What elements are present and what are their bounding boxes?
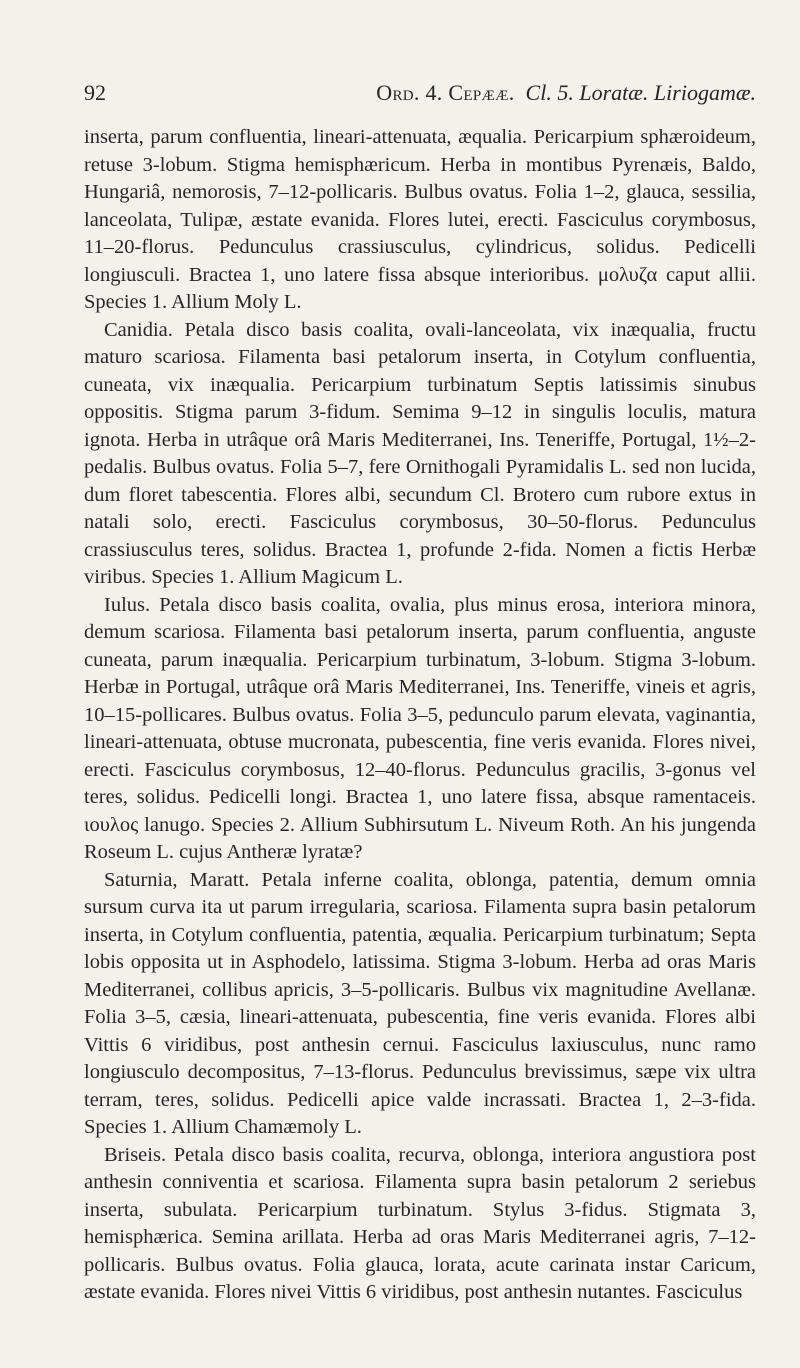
paragraph-saturnia: Saturnia, Maratt. Petala inferne coalita, oblonga, patentia, demum omnia sursum curva ita ut parum irregularia, scariosa. Filamenta supra basin petalorum inserta, in Cotylum confluentia, patentia, æqualia. Pericarpium turbinatum; Septa lobis opposita ut in Asphodelo, latissima. Stigma 3-lobum. Herba ad oras Maris Mediterranei, collibus apricis, 3–5-pollicaris. Bulbus vix magnitudine Avellanæ. Folia 3–5, cæsia, lineari-attenuata, pubescentia, fine veris evanida. Flores albi Vittis 6 viridibus, post anthesin cernui. Fasciculus laxiusculus, nunc ramo longiusculo decompositus, 7–13-florus. Pedunculus brevissimus, sæpe vix ultra terram, teres, solidus. Pedicelli apice valde incrassati. Bractea 1, 2–3-fida. Species 1. Allium Chamæmoly L. [84, 868, 756, 1138]
body-text [84, 124, 756, 1307]
paragraph-canidia: Canidia. Petala disco basis coalita, ovali-lanceolata, vix inæqualia, fructu maturo scariosa. Filamenta basi petalorum inserta, in Cotylum confluentia, cuneata, vix inæqualia. Pericarpium turbinatum Septis latissimis sinubus oppositis. Stigma parum 3-fidum. Semima 9–12 in singulis loculis, matura ignota. Herba in utrâque orâ Maris Mediterranei, Ins. Teneriffe, Portugal, 1½–2-pedalis. Bulbus ovatus. Folia 5–7, fere Ornithogali Pyramidalis L. sed non lucida, dum floret tabescentia. Flores albi, secundum Cl. Brotero cum rubore extus in natali solo, erecti. Fasciculus corymbosus, 30–50-florus. Pedunculus crassiusculus teres, solidus. Bractea 1, profunde 2-fida. Nomen a fictis Herbæ viribus. Species 1. Allium Magicum L. [84, 318, 756, 588]
paragraph-moly: inserta, parum confluentia, lineari-attenuata, æqualia. Pericarpium sphæroideum, retuse 3-lobum. Stigma hemisphæricum. Herba in montibus Pyrenæis, Baldo, Hungariâ, nemorosis, 7–12-pollicaris. Bulbus ovatus. Folia 1–2, glauca, sessilia, lanceolata, Tulipæ, æstate evanida. Flores lutei, erecti. Fasciculus corymbosus, 11–20-florus. Pedunculus crassiusculus, cylindricus, solidus. Pedicelli longiusculi. Bractea 1, uno latere fissa absque interioribus. μολυζα caput allii. Species 1. Allium Moly L. [84, 126, 756, 313]
paragraph-briseis: Briseis. Petala disco basis coalita, recurva, oblonga, interiora angustiora post anthesin conniventia et scariosa. Filamenta supra basin petalorum 2 seriebus inserta, subulata. Pericarpium turbinatum. Stylus 3-fidus. Stigmata 3, hemisphærica. Semina arillata. Herba ad oras Maris Mediterranei agris, 7–12-pollicaris. Bulbus ovatus. Folia glauca, lorata, acute carinata instar Caricum, æstate evanida. Flores nivei Vittis 6 viridibus, post anthesin nutantes. Fasciculus [84, 1143, 756, 1303]
running-head-order: Ord. 4. Cepææ. [376, 80, 515, 105]
paragraph-iulus: Iulus. Petala disco basis coalita, ovalia, plus minus erosa, interiora minora, demum scariosa. Filamenta basi petalorum inserta, parum confluentia, anguste cuneata, parum inæqualia. Pericarpium turbinatum, 3-lobum. Stigma 3-lobum. Herbæ in Portugal, utrâque orâ Maris Mediterranei, Ins. Teneriffe, vineis et agris, 10–15-pollicares. Bulbus ovatus. Folia 3–5, pedunculo parum elevata, vaginantia, lineari-attenuata, obtuse mucronata, pubescentia, fine veris evanida. Flores nivei, erecti. Fasciculus corymbosus, 12–40-florus. Pedunculus gracilis, 3-gonus vel teres, solidus. Pedicelli longi. Bractea 1, uno latere fissa, absque ramentaceis. ιουλος lanugo. Species 2. Allium Subhirsutum L. Niveum Roth. An his jungenda Roseum L. cujus Antheræ lyratæ? [84, 593, 756, 863]
page-number: 92 [84, 80, 106, 105]
running-head-class: Cl. 5. Loratæ. Liriogamæ. [525, 80, 756, 105]
running-head [376, 78, 756, 108]
page-header [84, 78, 756, 108]
